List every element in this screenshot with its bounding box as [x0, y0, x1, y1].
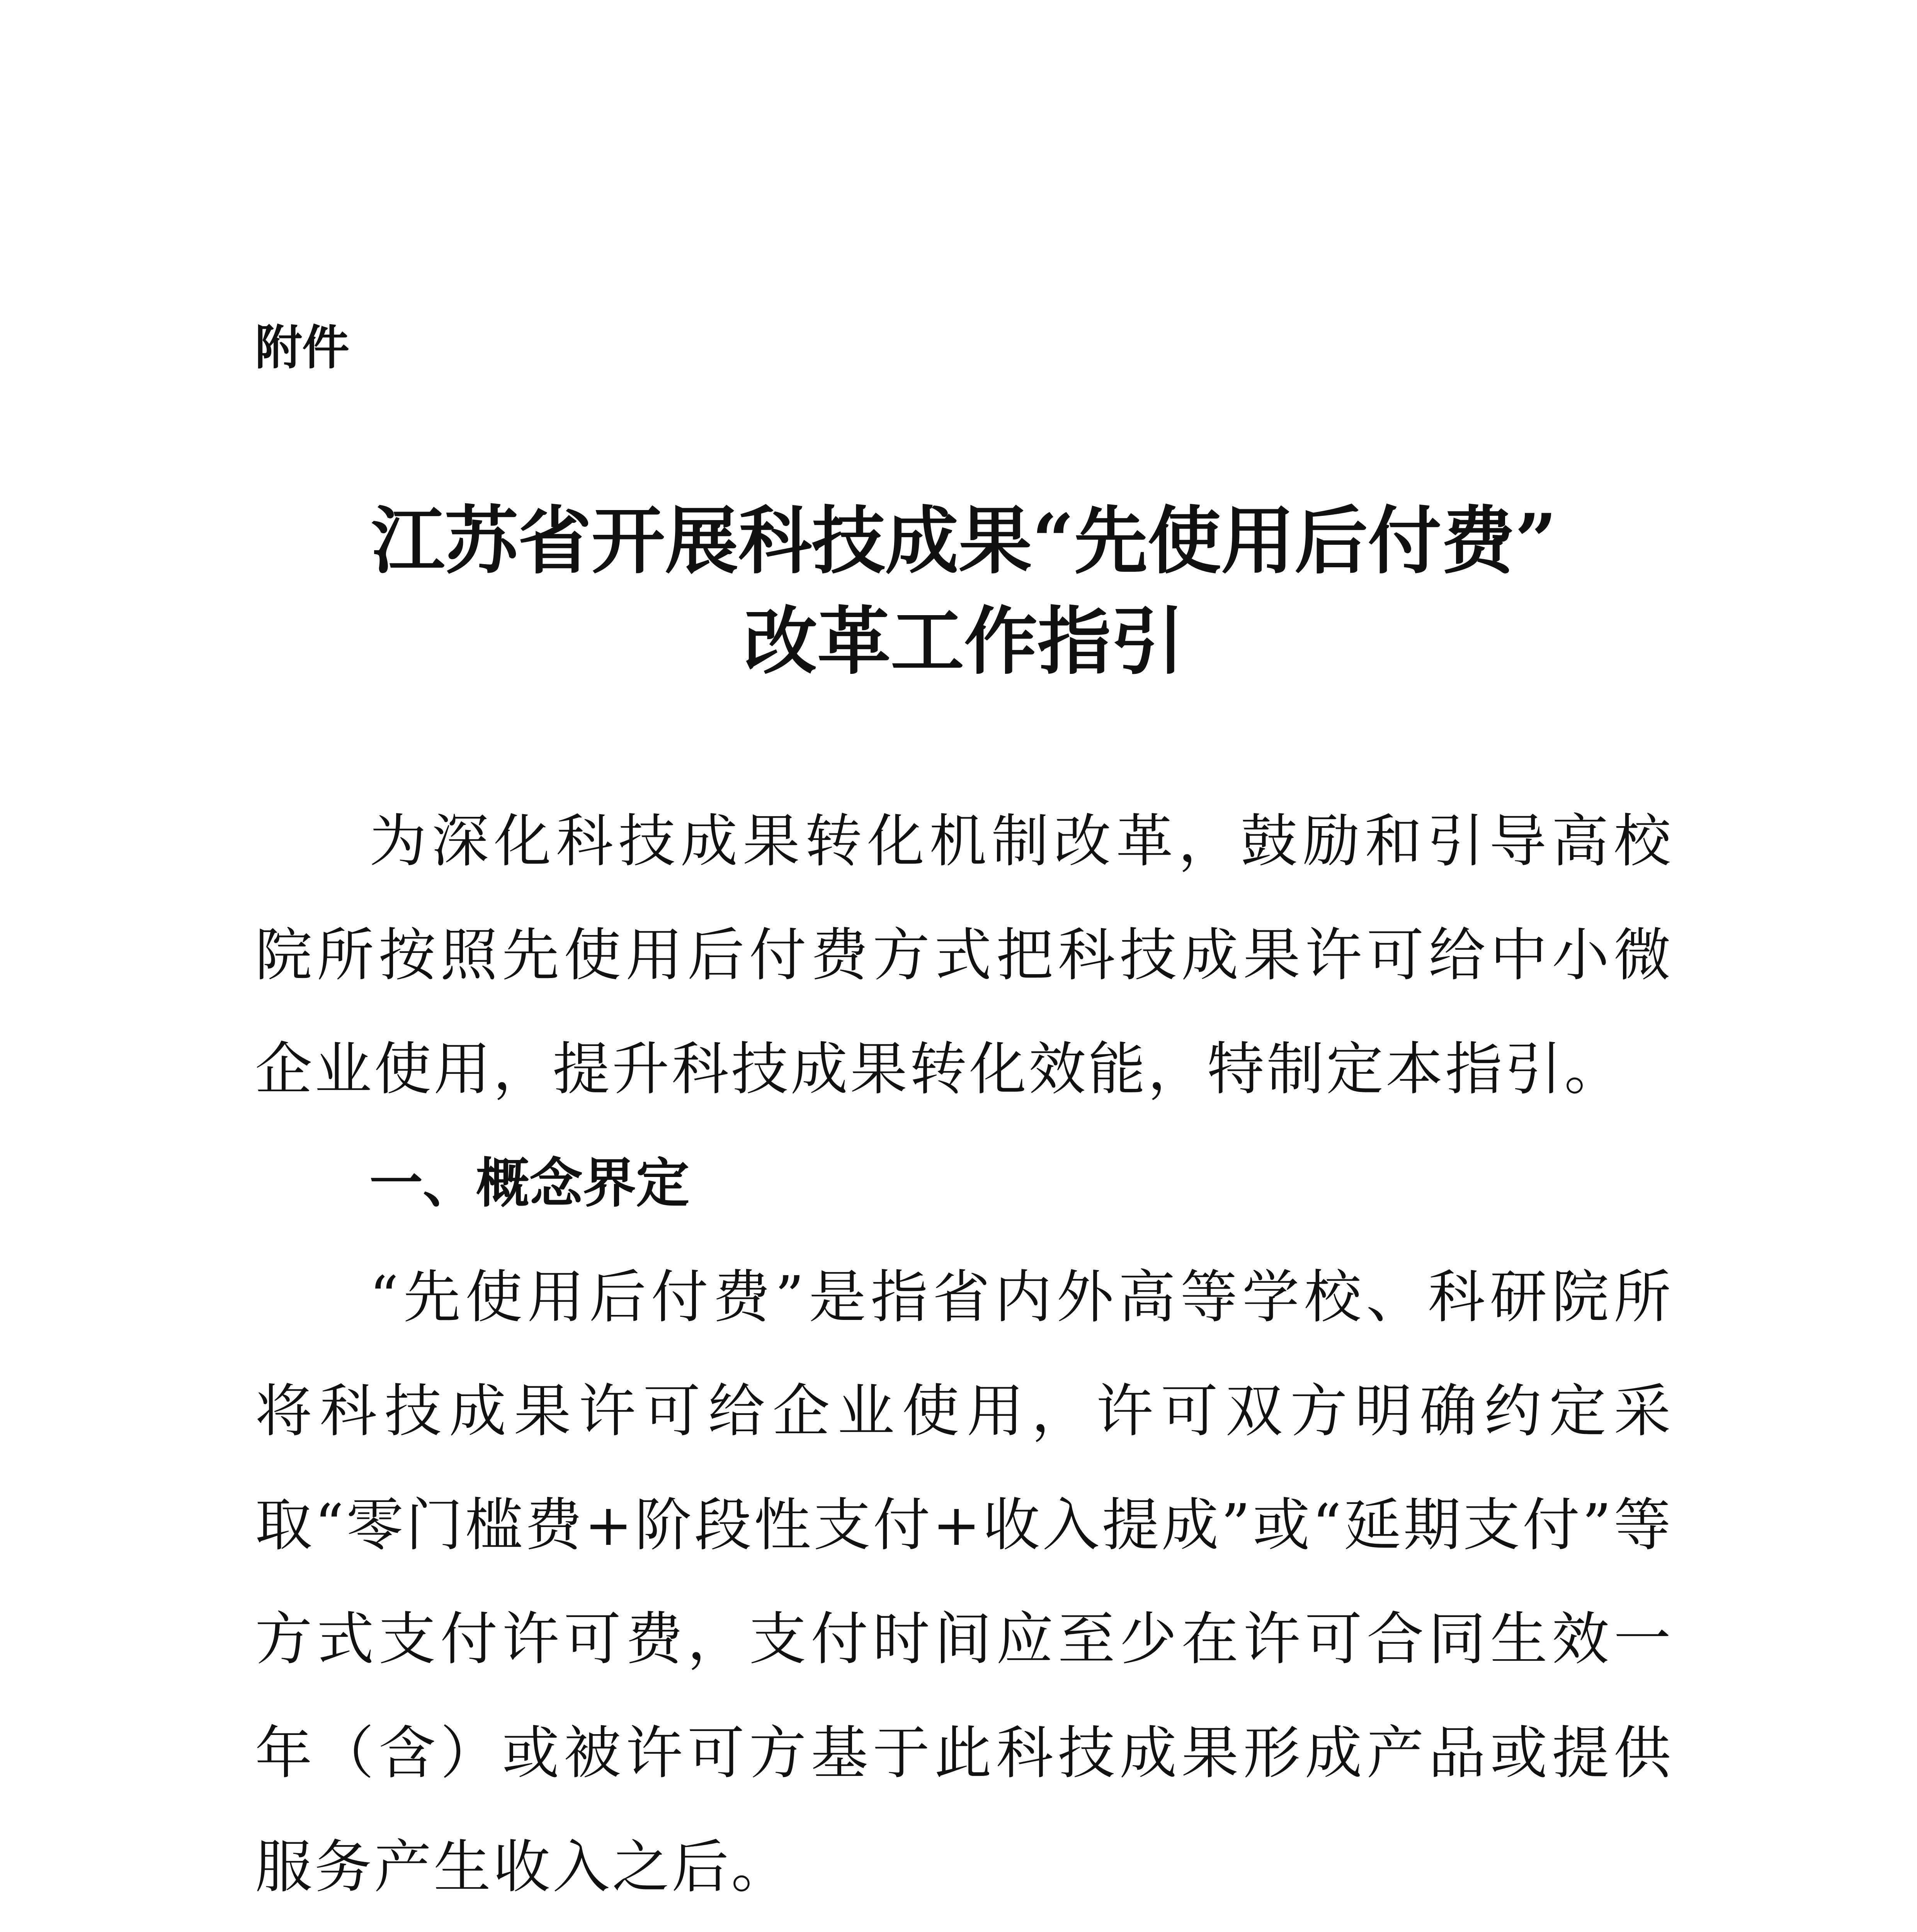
title-line-1: 江苏省开展科技成果“先使用后付费”	[371, 498, 1557, 584]
intro-paragraph: 为深化科技成果转化机制改革，鼓励和引导高校院所按照先使用后付费方式把科技成果许可给中小微企业使用，提升科技成果转化效能，特制定本指引。	[255, 808, 1673, 1102]
section-heading-concept: 一、概念界定	[369, 1152, 690, 1214]
section-heading-scope	[255, 1924, 1673, 1932]
document-body	[255, 784, 1673, 1932]
title-line-2: 改革工作指引	[743, 598, 1184, 684]
document-title	[255, 491, 1673, 692]
attachment-label: 附件	[255, 320, 349, 375]
section-paragraph-concept: “先使用后付费”是指省内外高等学校、科研院所将科技成果许可给企业使用，许可双方明确约定采取“零门槛费+阶段性支付+收入提成”或“延期支付”等方式支付许可费，支付时间应至少在许可合同生效一年（含）或被许可方基于此科技成果形成产品或提供服务产生收入之后。	[255, 1264, 1673, 1900]
